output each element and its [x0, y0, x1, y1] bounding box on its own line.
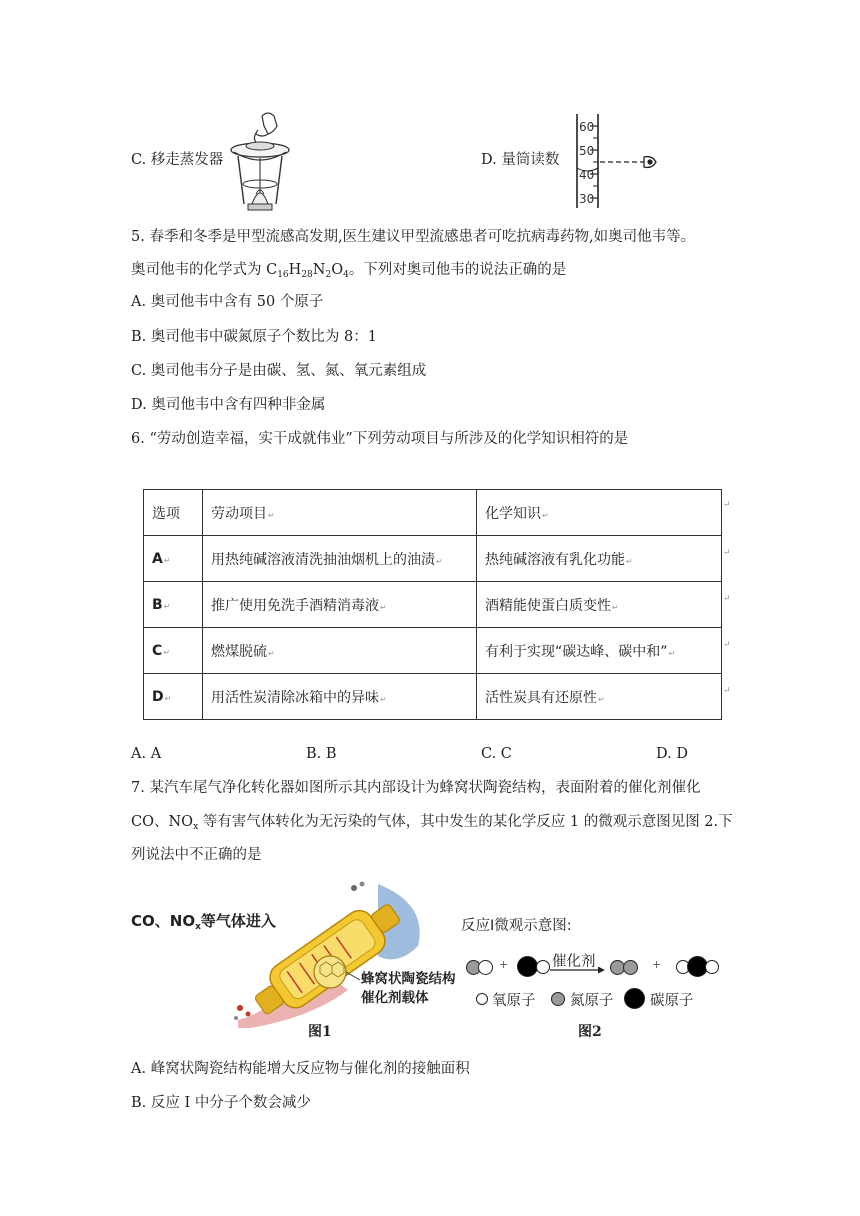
- table-header-cell: 化学知识↵: [477, 490, 722, 536]
- table-cell: 热纯碱溶液有乳化功能↵: [477, 536, 722, 582]
- oxygen-atom: [478, 960, 493, 975]
- q6-answer-c: C. C: [481, 746, 512, 762]
- tick-label-40: 40: [579, 168, 595, 182]
- q6-answer-d: D. D: [656, 746, 688, 762]
- q7-stem-line2: CO、$NO_x$ 等有害气体转化为无污染的气体，其中发生的某化学反应 1 的微观示意图见图 2.下: [131, 814, 733, 832]
- table-cell: 活性炭具有还原性↵: [477, 674, 722, 720]
- legend-carbon: 碳原子: [650, 993, 694, 1009]
- q4-option-d: D. 量筒读数: [481, 152, 560, 168]
- oxygen-atom: [705, 960, 719, 974]
- oxygen-atom: [536, 960, 550, 974]
- table-row: [144, 628, 722, 674]
- legend-oxygen: 氧原子: [492, 993, 536, 1009]
- q6-answer-a: A. A: [131, 746, 162, 762]
- tick-label-60: 60: [579, 120, 595, 134]
- fig1-callout: 蜂窝状陶瓷结构 催化剂载体: [361, 971, 456, 1006]
- fig1-inlet-label: CO、$NO_x$等气体进入: [131, 912, 276, 932]
- table-row: [144, 674, 722, 720]
- table-cell: B↵: [144, 582, 203, 628]
- graduated-cylinder-figure: [572, 112, 664, 210]
- legend-nitrogen: 氮原子: [570, 993, 614, 1009]
- tick-label-50: 50: [579, 144, 595, 158]
- table-cell: 用热纯碱溶液清洗抽油烟机上的油渍↵: [203, 536, 477, 582]
- table-cell: 燃煤脱硫↵: [203, 628, 477, 674]
- q5-option-c: C. 奥司他韦分子是由碳、氢、氮、氧元素组成: [131, 363, 427, 379]
- q5-stem-line1: 5. 春季和冬季是甲型流感高发期,医生建议甲型流感患者可吃抗病毒药物,如奥司他韦等。: [131, 229, 696, 245]
- carbon-legend-icon: [624, 988, 645, 1009]
- q5-option-a: A. 奥司他韦中含有 50 个原子: [131, 294, 324, 310]
- table-cell: 推广使用免洗手酒精消毒液↵: [203, 582, 477, 628]
- q4-option-c: C. 移走蒸发器: [131, 152, 224, 168]
- nitrogen-atom: [623, 960, 638, 975]
- catalyst-label: 催化剂: [552, 954, 596, 970]
- table-cell: 用活性炭清除冰箱中的异味↵: [203, 674, 477, 720]
- table-cell: 酒精能使蛋白质变性↵: [477, 582, 722, 628]
- tick-label-30: 30: [579, 192, 595, 206]
- q6-stem: 6. “劳动创造幸福，实干成就伟业”下列劳动项目与所涉及的化学知识相符的是: [131, 431, 629, 447]
- nitrogen-legend-icon: [551, 992, 565, 1006]
- q7-stem-line1: 7. 某汽车尾气净化转化器如图所示其内部设计为蜂窝状陶瓷结构，表面附着的催化剂催化: [131, 780, 701, 796]
- q5-option-b: B. 奥司他韦中碳氮原子个数比为 8：1: [131, 329, 377, 345]
- q5-option-d: D. 奥司他韦中含有四种非金属: [131, 397, 326, 413]
- q7-option-a: A. 峰窝状陶瓷结构能增大反应物与催化剂的接触面积: [131, 1061, 470, 1077]
- q5-stem-line2: 奥司他韦的化学式为 $C_{16}H_{28}N_2O_4$。下列对奥司他韦的说法正确的是: [131, 262, 567, 280]
- table-cell: D↵: [144, 674, 203, 720]
- table-cell: 有利于实现“碳达峰、碳中和”↵: [477, 628, 722, 674]
- q7-stem-line3: 列说法中不正确的是: [131, 847, 262, 863]
- fig1-caption: 图1: [308, 1024, 332, 1040]
- q6-answer-b: B. B: [306, 746, 337, 762]
- table-cell: C↵: [144, 628, 203, 674]
- table-row: [144, 582, 722, 628]
- evaporating-dish-figure: [228, 108, 292, 214]
- table-row: [144, 536, 722, 582]
- table-header-cell: 选项: [144, 490, 203, 536]
- reaction-arrow-icon: [550, 966, 606, 974]
- fig2-caption: 图2: [578, 1024, 602, 1040]
- fig2-title: 反应I微观示意图:: [461, 918, 572, 934]
- table-header-row: [144, 490, 722, 536]
- table-cell: A↵: [144, 536, 203, 582]
- q7-option-b: B. 反应 I 中分子个数会减少: [131, 1095, 311, 1111]
- table-header-cell: 劳动项目↵: [203, 490, 477, 536]
- q6-table: [143, 489, 722, 720]
- carbon-atom: [517, 956, 538, 977]
- oxygen-legend-icon: [476, 993, 488, 1005]
